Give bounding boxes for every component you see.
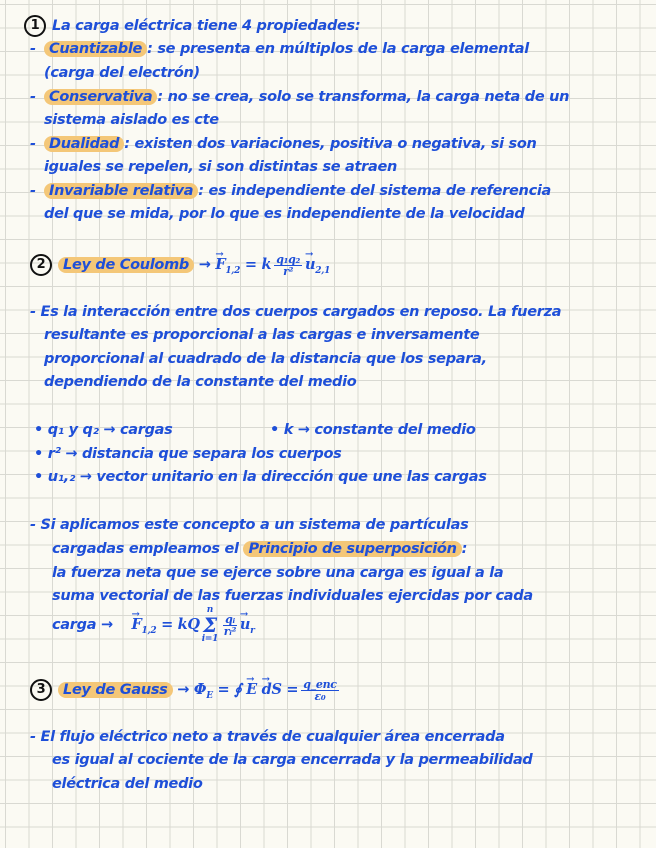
gauss-formula: $\Phi_E$ = ∮ → E → dS = $\frac{\text{q\_enc}}{\text{ε₀}}$ <box>194 681 342 698</box>
superposition-intro: - Si aplicamos este concepto a un sistema de partículas <box>30 517 469 533</box>
coulomb-formula: → $F_{1,2} = k$ $\frac{\text{q₁q₂}}{\text{r²}}$ → $u_{2,1}$ <box>215 256 330 273</box>
superposition-line-2: cargadas empleamos el Principio de superposición : <box>52 541 468 557</box>
section-number-1: 1 <box>24 15 46 37</box>
section-1-heading <box>24 15 360 37</box>
property-cont: (carga del electrón) <box>44 65 200 81</box>
term-highlight: Dualidad <box>44 136 124 152</box>
property-text: : se presenta en múltiplos de la carga elemental <box>147 41 529 57</box>
property-cuantizable: - Cuantizable : se presenta en múltiplos de la carga elemental <box>30 41 529 57</box>
definition-distance: • r² → distancia que separa los cuerpos <box>34 446 342 462</box>
term-highlight: Conservativa <box>44 89 157 105</box>
superposition-highlight: Principio de superposición <box>243 541 461 557</box>
property-text: : no se crea, solo se transforma, la carga neta de un <box>157 89 570 105</box>
superposition-line-4: suma vectorial de las fuerzas individuales ejercidas por cada <box>52 588 533 604</box>
definition-constant: • k → constante del medio <box>270 422 476 438</box>
property-invariable: - Invariable relativa : es independiente del sistema de referencia <box>30 183 552 199</box>
arrow-icon: → <box>198 257 211 273</box>
coulomb-paragraph-4: dependiendo de la constante del medio <box>44 374 357 390</box>
gauss-title: Ley de Gauss <box>58 682 173 698</box>
term-highlight: Invariable relativa <box>44 183 198 199</box>
term-highlight: Cuantizable <box>44 41 147 57</box>
coulomb-paragraph-3: proporcional al cuadrado de la distancia que los separa, <box>44 351 487 367</box>
coulomb-paragraph-1: - Es la interacción entre dos cuerpos cargados en reposo. La fuerza <box>30 304 562 320</box>
property-dualidad: - Dualidad : existen dos variaciones, positiva o negativa, si son <box>30 136 537 152</box>
section-1-title: La carga eléctrica tiene 4 propiedades: <box>52 18 361 34</box>
gauss-paragraph-3: eléctrica del medio <box>52 776 203 792</box>
coulomb-paragraph-2: resultante es proporcional a las cargas e inversamente <box>44 327 480 343</box>
property-cont: iguales se repelen, si son distintas se atraen <box>44 159 398 175</box>
section-number-3: 3 <box>30 679 52 701</box>
gauss-paragraph-2: es igual al cociente de la carga encerrada y la permeabilidad <box>52 752 533 768</box>
gauss-paragraph-1: - El flujo eléctrico neto a través de cualquier área encerrada <box>30 729 505 745</box>
property-text: : es independiente del sistema de referencia <box>198 183 552 199</box>
section-number-2: 2 <box>30 254 52 276</box>
section-3-heading <box>30 676 342 710</box>
superposition-formula: → $F_{1,2}$ = kQn Σ i=1 $\frac{\text{qᵢ}}{\text{rᵢ²}}$ → $u_r$ <box>132 616 255 633</box>
superposition-line-3: la fuerza neta que se ejerce sobre una carga es igual a la <box>52 565 504 581</box>
superposition-formula-line: carga → → $F_{1,2}$ = kQn Σ i=1 $\frac{\text{qᵢ}}{\text{rᵢ²}}$ → $u_r$ <box>52 606 255 648</box>
arrow-icon: → <box>177 682 190 698</box>
property-conservativa: - Conservativa : no se crea, solo se transforma, la carga neta de un <box>30 89 570 105</box>
section-2-heading <box>30 252 330 284</box>
definition-unit-vector: • u₁,₂ → vector unitario en la dirección que une las cargas <box>34 469 487 485</box>
property-cont: del que se mida, por lo que es independiente de la velocidad <box>44 206 525 222</box>
property-text: : existen dos variaciones, positiva o negativa, si son <box>124 136 537 152</box>
property-cont: sistema aislado es cte <box>44 112 219 128</box>
definition-charges: • q₁ y q₂ → cargas <box>34 422 173 438</box>
coulomb-title: Ley de Coulomb <box>58 257 194 273</box>
